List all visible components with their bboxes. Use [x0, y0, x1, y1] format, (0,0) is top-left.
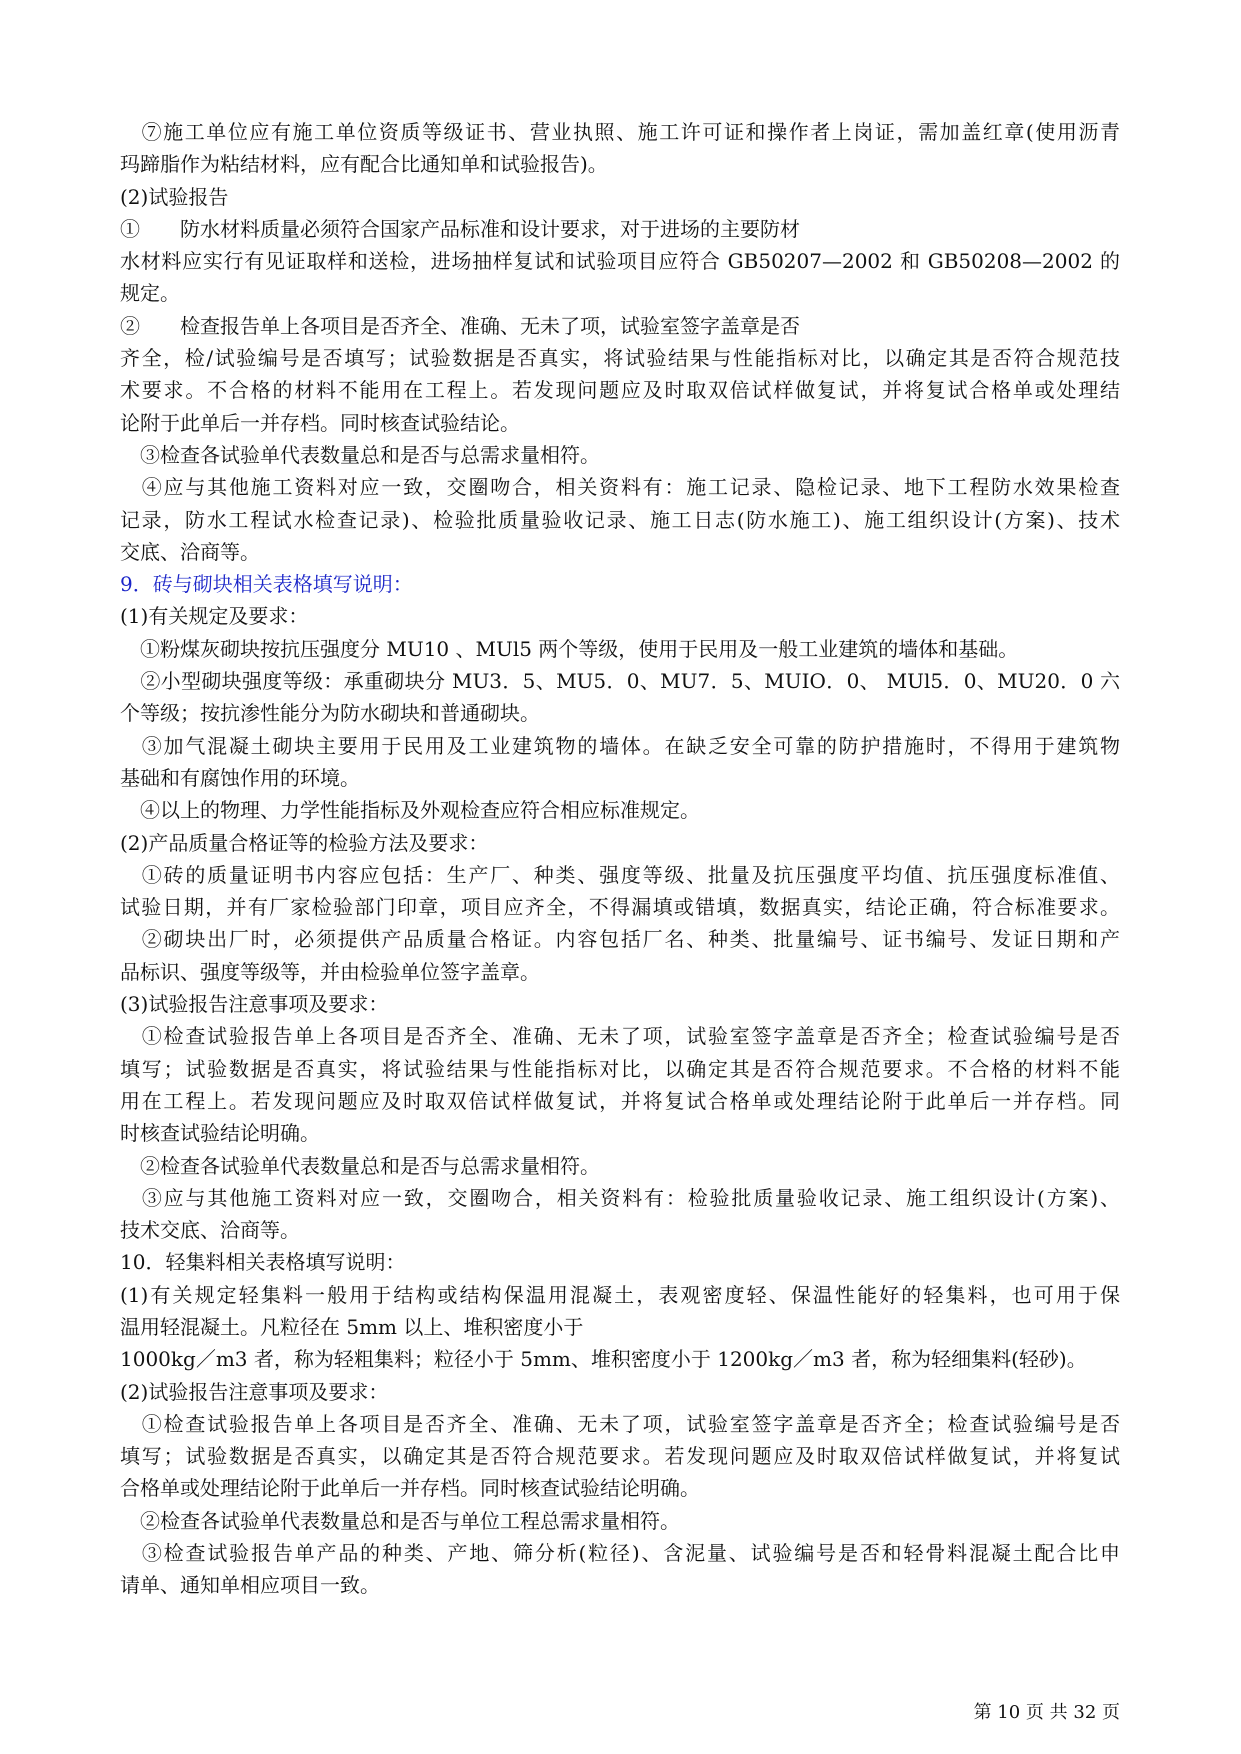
text-line: (3)试验报告注意事项及要求： — [120, 992, 389, 1017]
text-line: (2)试验报告注意事项及要求： — [120, 1379, 389, 1404]
text-line: 个等级；按抗渗性能分为防水砌块和普通砌块。 — [120, 701, 540, 726]
text-line: 技术交底、洽商等。 — [120, 1218, 300, 1243]
text-line: ③加气混凝土砌块主要用于民用及工业建筑物的墙体。在缺乏安全可靠的防护措施时，不得用于建筑物 — [120, 733, 1120, 758]
text-line: ② 检查报告单上各项目是否齐全、准确、无未了项，试验室签字盖章是否 — [120, 313, 800, 338]
text-line: ②检查各试验单代表数量总和是否与总需求量相符。 — [120, 1153, 600, 1178]
text-line: ②检查各试验单代表数量总和是否与单位工程总需求量相符。 — [120, 1508, 680, 1533]
text-line: ⑦施工单位应有施工单位资质等级证书、营业执照、施工许可证和操作者上岗证，需加盖红章(使用沥青 — [120, 120, 1120, 144]
text-line: 合格单或处理结论附于此单后一并存档。同时核查试验结论明确。 — [120, 1476, 700, 1501]
text-line: (2)产品质量合格证等的检验方法及要求： — [120, 830, 489, 855]
text-line: 水材料应实行有见证取样和送检，进场抽样复试和试验项目应符合 GB50207—2002 和 GB50208—2002 的 — [120, 249, 1120, 274]
text-line: 论附于此单后一并存档。同时核查试验结论。 — [120, 410, 520, 435]
text-line: ① 防水材料质量必须符合国家产品标准和设计要求，对于进场的主要防材 — [120, 216, 800, 241]
text-line: ③检查试验报告单产品的种类、产地、筛分析(粒径)、含泥量、试验编号是否和轻骨料混凝土配合比申 — [120, 1541, 1120, 1566]
text-line: ①砖的质量证明书内容应包括：生产厂、种类、强度等级、批量及抗压强度平均值、抗压强度标准值、 — [120, 862, 1120, 887]
text-line: ①检查试验报告单上各项目是否齐全、准确、无未了项，试验室签字盖章是否齐全；检查试验编号是否 — [120, 1411, 1120, 1436]
text-line: 温用轻混凝土。凡粒径在 5mm 以上、堆积密度小于 — [120, 1314, 584, 1339]
page-number-footer: 第 10 页 共 32 页 — [973, 1702, 1120, 1723]
section-heading-line: 9．砖与砌块相关表格填写说明： — [120, 572, 413, 597]
text-line: 规定。 — [120, 281, 180, 306]
text-line: (1)有关规定及要求： — [120, 604, 309, 629]
text-line: ④应与其他施工资料对应一致，交圈吻合，相关资料有：施工记录、隐检记录、地下工程防水效果检查 — [120, 475, 1120, 500]
text-line: 填写；试验数据是否真实，以确定其是否符合规范要求。若发现问题应及时取双倍试样做复试，并将复试 — [120, 1444, 1120, 1469]
text-line: 记录，防水工程试水检查记录)、检验批质量验收记录、施工日志(防水施工)、施工组织设计(方案)、技术 — [120, 507, 1120, 532]
text-line: 填写；试验数据是否真实，将试验结果与性能指标对比，以确定其是否符合规范要求。不合格的材料不能 — [120, 1056, 1120, 1081]
text-line: ③检查各试验单代表数量总和是否与总需求量相符。 — [120, 442, 600, 467]
text-line: (2)试验报告 — [120, 184, 229, 209]
text-line: (1)有关规定轻集料一般用于结构或结构保温用混凝土，表观密度轻、保温性能好的轻集料，也可用于保 — [120, 1282, 1120, 1307]
text-line: ②砌块出厂时，必须提供产品质量合格证。内容包括厂名、种类、批量编号、证书编号、发证日期和产 — [120, 927, 1120, 952]
text-line: ③应与其他施工资料对应一致，交圈吻合，相关资料有：检验批质量验收记录、施工组织设计(方案)、 — [120, 1185, 1120, 1210]
text-line: 试验日期，并有厂家检验部门印章，项目应齐全，不得漏填或错填，数据真实，结论正确，符合标准要求。 — [120, 895, 1120, 920]
text-line: 10．轻集料相关表格填写说明： — [120, 1250, 406, 1275]
text-line: 齐全，检/试验编号是否填写；试验数据是否真实，将试验结果与性能指标对比，以确定其是否符合规范技 — [120, 346, 1120, 371]
text-line: 玛蹄脂作为粘结材料，应有配合比通知单和试验报告)。 — [120, 152, 608, 177]
document-body — [120, 116, 1120, 1602]
text-line: ①检查试验报告单上各项目是否齐全、准确、无未了项，试验室签字盖章是否齐全；检查试验编号是否 — [120, 1024, 1120, 1049]
text-line: ④以上的物理、力学性能指标及外观检查应符合相应标准规定。 — [120, 798, 700, 823]
text-line: ②小型砌块强度等级：承重砌块分 MU3．5、MU5．0、MU7．5、MUIO．0、 MUl5．0、MU20．0 六 — [120, 669, 1120, 694]
text-line: 时核查试验结论明确。 — [120, 1121, 320, 1146]
text-line: ①粉煤灰砌块按抗压强度分 MU10 、MUl5 两个等级，使用于民用及一般工业建筑的墙体和基础。 — [120, 636, 1019, 661]
text-line: 基础和有腐蚀作用的环境。 — [120, 765, 360, 790]
text-line: 术要求。不合格的材料不能用在工程上。若发现问题应及时取双倍试样做复试，并将复试合格单或处理结 — [120, 378, 1120, 403]
text-line: 1000kg／m3 者，称为轻粗集料；粒径小于 5mm、堆积密度小于 1200kg／m3 者，称为轻细集料(轻砂)。 — [120, 1347, 1087, 1372]
text-line: 请单、通知单相应项目一致。 — [120, 1573, 380, 1598]
text-line: 交底、洽商等。 — [120, 539, 260, 564]
text-line: 品标识、强度等级等，并由检验单位签字盖章。 — [120, 959, 540, 984]
text-line: 用在工程上。若发现问题应及时取双倍试样做复试，并将复试合格单或处理结论附于此单后一并存档。同 — [120, 1088, 1120, 1113]
